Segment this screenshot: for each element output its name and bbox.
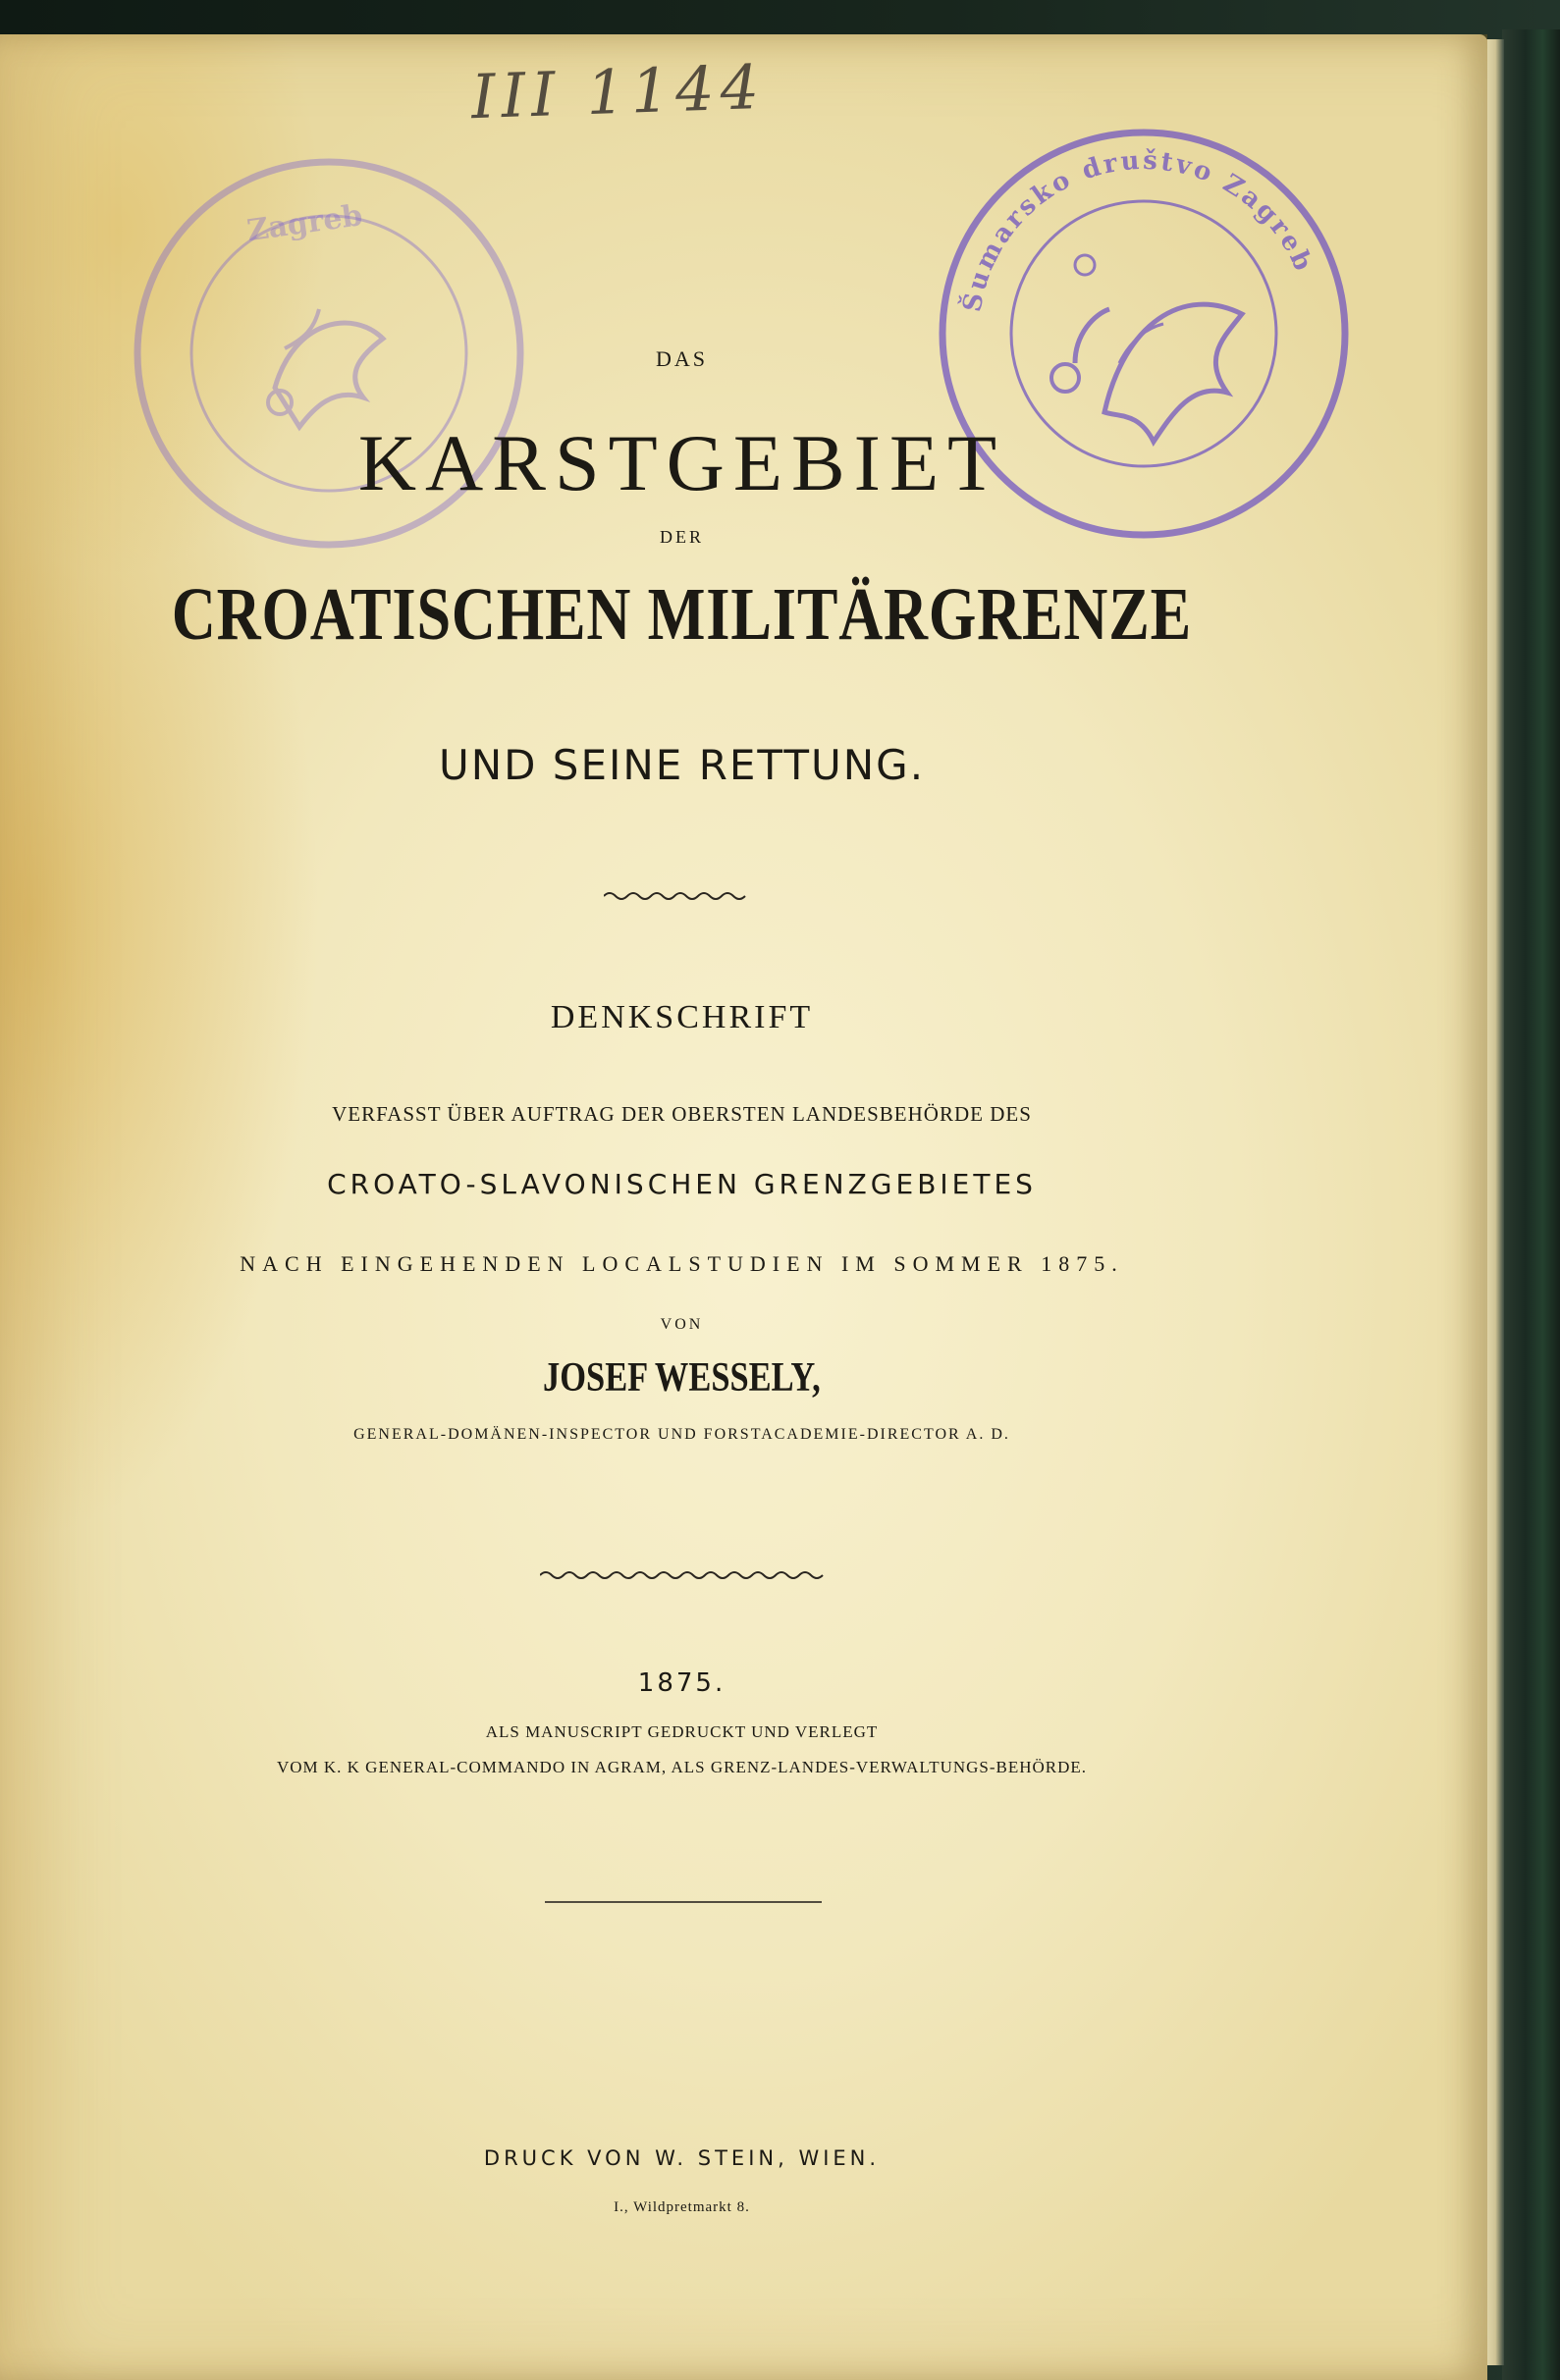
book-binding <box>1502 29 1560 2380</box>
title-karstgebiet: KARSTGEBIET <box>357 418 1006 507</box>
imprint-als-manuscript: ALS MANUSCRIPT GEDRUCKT UND VERLEGT <box>485 1722 879 1741</box>
title-und-seine-rettung: UND SEINE RETTUNG. <box>438 741 926 789</box>
author-name: JOSEF WESSELY, <box>543 1355 821 1401</box>
title-der: DER <box>660 527 704 547</box>
printer-druck-von: DRUCK VON W. STEIN, WIEN. <box>483 2146 881 2170</box>
printer-address: I., Wildpretmarkt 8. <box>614 2199 750 2215</box>
title-croatischen-militaergrenze: CROATISCHEN MILITÄRGRENZE <box>171 573 1192 656</box>
subtitle-von: VON <box>660 1316 704 1333</box>
author-title: GENERAL-DOMÄNEN-INSPECTOR UND FORSTACADEMIE-DIRECTOR A. D. <box>353 1426 1010 1443</box>
subtitle-denkschrift: DENKSCHRIFT <box>550 999 814 1035</box>
subtitle-verfasst: VERFASST ÜBER AUFTRAG DER OBERSTEN LANDESBEHÖRDE DES <box>332 1102 1032 1126</box>
title-das: DAS <box>655 346 708 371</box>
subtitle-croato-slavonischen: CROATO-SLAVONISCHEN GRENZGEBIETES <box>327 1168 1037 1200</box>
svg-text:Zagreb: Zagreb <box>244 198 365 249</box>
imprint-vom-general-commando: VOM K. K GENERAL-COMMANDO IN AGRAM, ALS GRENZ-LANDES-VERWALTUNGS-BEHÖRDE. <box>276 1758 1088 1776</box>
subtitle-nach-eingehenden: NACH EINGEHENDEN LOCALSTUDIEN IM SOMMER 1875. <box>240 1251 1124 1276</box>
stamp-ring-text: Šumarsko društvo Zagreb <box>957 145 1319 315</box>
title-page <box>0 34 1487 2380</box>
divider-rule <box>545 1901 822 1903</box>
wavy-ornament-top <box>604 888 751 904</box>
call-number-handwritten: III 1144 <box>469 50 767 133</box>
imprint-year: 1875. <box>637 1668 726 1698</box>
wavy-ornament-bottom <box>540 1567 825 1583</box>
